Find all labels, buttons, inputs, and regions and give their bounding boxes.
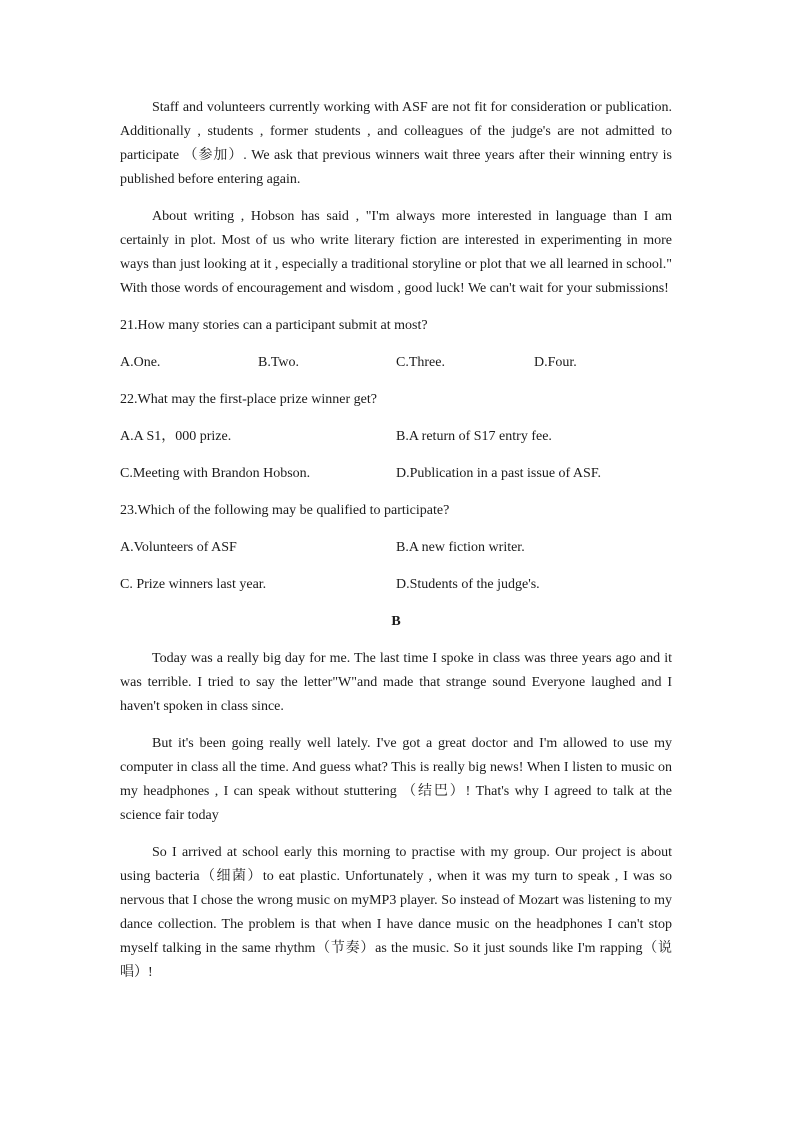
question-21-option-d: D.Four.	[534, 355, 577, 370]
question-22-option-d: D.Publication in a past issue of ASF.	[396, 466, 601, 481]
question-23-options-row-2	[120, 573, 672, 597]
question-21-options	[120, 351, 672, 375]
question-23-option-c: C. Prize winners last year.	[120, 577, 267, 592]
question-23-stem: 23.Which of the following may be qualified to participate?	[120, 503, 450, 518]
question-22-options-row-2	[120, 462, 672, 486]
section-b-paragraph-3: So I arrived at school early this morning to practise with my group. Our project is about using bacteria（细菌）to eat plastic. Unfortunately , when it was my turn to speak , I was so nervous that I chose the wrong music on myMP3 player. So instead of Mozart was listening to my dance collection. The problem is that when I have dance music on the headphones I can't stop myself talking in the same rhythm（节奏）as the music. So it just sounds like I'm rapping（说唱）!	[120, 845, 672, 980]
question-23-options-row-1	[120, 536, 672, 560]
section-b-paragraph-2: But it's been going really well lately. I've got a great doctor and I'm allowed to use my computer in class all the time. And guess what? This is really big news! When I listen to music on my headphones , I can speak without stuttering （结巴）! That's why I agreed to talk at the science fair today	[120, 736, 672, 823]
document-page	[120, 96, 672, 998]
question-21-option-c: C.Three.	[396, 355, 445, 370]
question-22-options-row-1	[120, 425, 672, 449]
question-22-stem: 22.What may the first-place prize winner get?	[120, 392, 377, 407]
question-21-option-b: B.Two.	[258, 355, 300, 370]
question-22-option-a: A.A S1，000 prize.	[120, 429, 232, 444]
question-22-option-c: C.Meeting with Brandon Hobson.	[120, 466, 311, 481]
question-21-option-a: A.One.	[120, 355, 161, 370]
question-21-stem: 21.How many stories can a participant submit at most?	[120, 318, 428, 333]
question-23-option-d: D.Students of the judge's.	[396, 577, 540, 592]
passage-a-paragraph-2: About writing , Hobson has said , "I'm always more interested in language than I am certainly in plot. Most of us who write literary fiction are interested in experimenting in more ways than just looking at it , especially a traditional storyline or plot that we all learned in school." With those words of encouragement and wisdom , good luck! We can't wait for your submissions!	[120, 209, 672, 296]
section-b-heading: B	[391, 614, 401, 629]
passage-a-paragraph-1: Staff and volunteers currently working with ASF are not fit for consideration or publication. Additionally , students , former students , and colleagues of the judge's are not admitted to participate （参加）. We ask that previous winners wait three years after their winning entry is published before entering again.	[120, 100, 672, 187]
question-22-option-b: B.A return of S17 entry fee.	[396, 429, 552, 444]
question-23-option-a: A.Volunteers of ASF	[120, 540, 237, 555]
question-23-option-b: B.A new fiction writer.	[396, 540, 525, 555]
section-b-paragraph-1: Today was a really big day for me. The last time I spoke in class was three years ago and it was terrible. I tried to say the letter"W"and made that strange sound Everyone laughed and I haven't spoken in class since.	[120, 651, 672, 714]
